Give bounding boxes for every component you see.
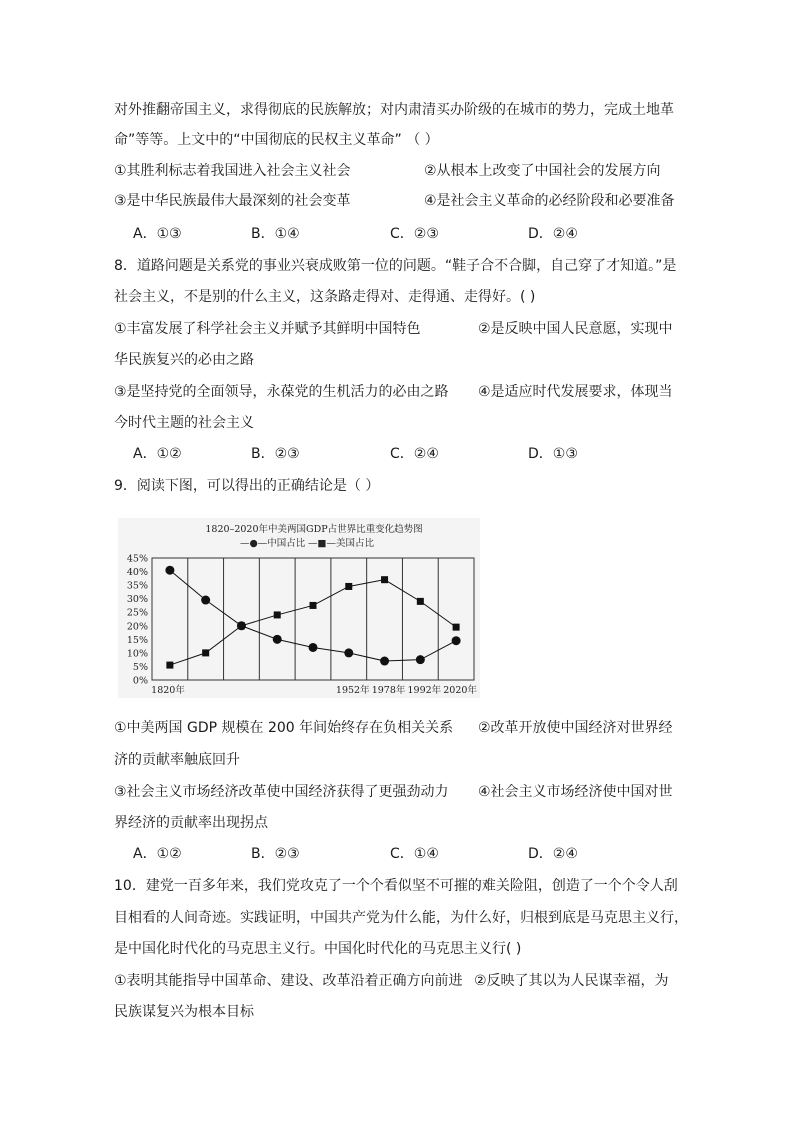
q10-stem-line1: 10．建党一百多年来，我们党攻克了一个个看似坚不可摧的难关险阻，创造了一个个令人刮 bbox=[114, 878, 678, 894]
legend-us-label: 美国占比 bbox=[335, 538, 374, 549]
y-tick-label: 10% bbox=[126, 648, 148, 660]
q8-option-1: ①丰富发展了科学社会主义并赋予其鲜明中国特色 bbox=[114, 321, 421, 337]
q8-stem-line1: 8．道路问题是关系党的事业兴衰成败第一位的问题。“鞋子合不合脚，自己穿了才知道。”是 bbox=[114, 258, 677, 274]
legend-china-label: 中国占比 bbox=[267, 538, 306, 549]
x-tick-label: 1952年 bbox=[335, 685, 370, 696]
china-share-point bbox=[273, 635, 282, 644]
q8-answer-d[interactable]: D．①③ bbox=[528, 446, 578, 462]
q10-option-1: ①表明其能指导中国革命、建设、改革沿着正确方向前进 bbox=[114, 973, 463, 989]
q10-option-2b: 民族谋复兴为根本目标 bbox=[114, 1004, 254, 1020]
q9-answer-d[interactable]: D．②④ bbox=[528, 846, 578, 862]
us-share-point bbox=[453, 624, 460, 631]
legend-china-prefix: —●— bbox=[240, 538, 268, 549]
q8-answer-b[interactable]: B．②③ bbox=[251, 446, 300, 462]
q7-stem-line1: 对外推翻帝国主义，求得彻底的民族解放；对内肃清买办阶级的在城市的势力，完成土地革 bbox=[114, 102, 674, 118]
q7-option-3: ③是中华民族最伟大最深刻的社会变革 bbox=[114, 193, 351, 209]
x-tick-label: 1992年 bbox=[407, 685, 442, 696]
q9-option-3: ③社会主义市场经济改革使中国经济获得了更强劲动力 bbox=[114, 784, 449, 800]
china-share-point bbox=[416, 655, 425, 664]
us-share-point bbox=[310, 602, 317, 609]
q8-stem-line2: 社会主义，不是别的什么主义，这条路走得对、走得通、走得好。( ) bbox=[114, 289, 536, 305]
us-share-point bbox=[238, 622, 245, 629]
y-tick-label: 30% bbox=[126, 594, 148, 606]
q7-answer-c[interactable]: C．②③ bbox=[390, 226, 439, 242]
y-tick-label: 45% bbox=[126, 553, 148, 565]
y-tick-label: 25% bbox=[126, 607, 148, 619]
q8-option-4a: ④是适应时代发展要求，体现当 bbox=[478, 384, 673, 400]
q7-answer-a[interactable]: A．①③ bbox=[133, 226, 182, 242]
q7-stem-line2: 命”等等。上文中的“中国彻底的民权主义革命” （ ） bbox=[114, 132, 439, 148]
china-share-point bbox=[380, 657, 389, 666]
q9-option-1: ①中美两国 GDP 规模在 200 年间始终存在负相关关系 bbox=[114, 720, 454, 736]
q10-option-2a: ②反映了其以为人民谋幸福，为 bbox=[474, 973, 669, 989]
legend-china bbox=[240, 537, 306, 549]
us-share-point bbox=[345, 583, 352, 590]
q8-option-4b: 今时代主题的社会主义 bbox=[114, 415, 254, 431]
q8-option-2a: ②是反映中国人民意愿，实现中 bbox=[478, 321, 673, 337]
us-share-point bbox=[202, 649, 209, 656]
y-tick-label: 20% bbox=[126, 621, 148, 633]
q9-option-2b: 济的贡献率触底回升 bbox=[114, 752, 240, 768]
q7-option-2: ②从根本上改变了中国社会的发展方向 bbox=[424, 163, 661, 179]
chart-title: 1820–2020年中美两国GDP占世界比重变化趋势图 bbox=[205, 524, 423, 535]
legend-us bbox=[308, 537, 374, 549]
x-tick-label: 2020年 bbox=[443, 685, 477, 696]
china-share-point bbox=[309, 643, 318, 652]
q9-option-4b: 界经济的贡献率出现拐点 bbox=[114, 815, 268, 831]
q7-answer-d[interactable]: D．②④ bbox=[528, 226, 578, 242]
q8-option-3: ③是坚持党的全面领导，永葆党的生机活力的必由之路 bbox=[114, 384, 449, 400]
q9-option-2a: ②改革开放使中国经济对世界经 bbox=[478, 720, 673, 736]
x-tick-label: 1820年 bbox=[151, 685, 185, 696]
q8-option-2b: 华民族复兴的必由之路 bbox=[114, 352, 254, 368]
y-tick-label: 40% bbox=[126, 567, 148, 579]
us-share-point bbox=[166, 662, 173, 669]
china-share-point bbox=[344, 648, 353, 657]
china-share-point bbox=[201, 596, 210, 605]
us-share-point bbox=[381, 576, 388, 583]
legend-us-prefix: —■— bbox=[308, 538, 336, 549]
us-share-point bbox=[417, 598, 424, 605]
y-tick-label: 0% bbox=[132, 675, 148, 687]
china-share-point bbox=[452, 636, 461, 645]
q9-option-4a: ④社会主义市场经济使中国对世 bbox=[478, 784, 673, 800]
x-tick-label: 1978年 bbox=[371, 685, 406, 696]
y-tick-label: 35% bbox=[126, 580, 148, 592]
q7-option-4: ④是社会主义革命的必经阶段和必要准备 bbox=[424, 193, 675, 209]
q10-stem-line3: 是中国化时代化的马克思主义行。中国化时代化的马克思主义行( ) bbox=[114, 941, 522, 957]
q7-option-1: ①其胜利标志着我国进入社会主义社会 bbox=[114, 163, 351, 179]
q9-answer-c[interactable]: C．①④ bbox=[390, 846, 439, 862]
q9-answer-a[interactable]: A．①② bbox=[133, 846, 182, 862]
china-share-point bbox=[165, 566, 174, 575]
q8-answer-c[interactable]: C．②④ bbox=[390, 446, 439, 462]
q9-answer-b[interactable]: B．②③ bbox=[251, 846, 300, 862]
y-tick-label: 5% bbox=[132, 661, 148, 673]
q10-stem-line2: 目相看的人间奇迹。实践证明，中国共产党为什么能，为什么好，归根到底是马克思主义行， bbox=[114, 910, 688, 926]
us-share-point bbox=[274, 611, 281, 618]
q7-answer-b[interactable]: B．①④ bbox=[251, 226, 300, 242]
q9-stem: 9．阅读下图，可以得出的正确结论是（ ） bbox=[114, 478, 380, 494]
gdp-share-chart bbox=[118, 518, 480, 698]
y-tick-label: 15% bbox=[126, 634, 148, 646]
q8-answer-a[interactable]: A．①② bbox=[133, 446, 182, 462]
